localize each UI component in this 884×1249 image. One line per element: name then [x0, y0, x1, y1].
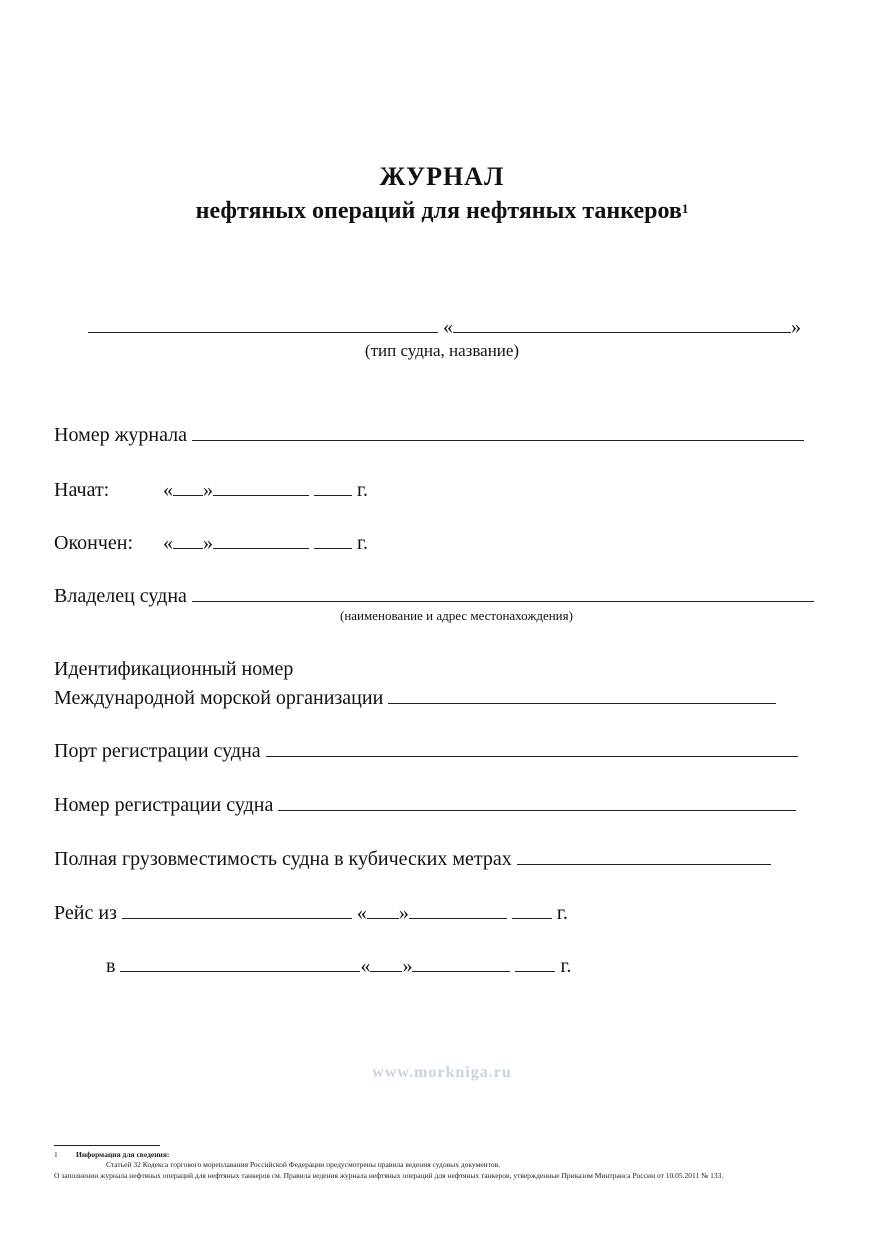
finished-day-blank[interactable]: [173, 528, 203, 549]
voyage-to-blank[interactable]: [120, 951, 360, 972]
voyage-from-month-blank[interactable]: [409, 898, 507, 919]
year-suffix: г.: [357, 532, 368, 554]
footnote-line1: Статьей 32 Кодекса торгового мореплавания Российской Федерации предусмотрены правила ведения судовых документов.: [106, 1160, 501, 1169]
voyage-to-label: в: [106, 955, 116, 977]
reg-number-row: [54, 790, 796, 818]
journal-number-label: Номер журнала: [54, 424, 188, 446]
port-row: [54, 736, 798, 764]
footnote-heading-row: [54, 1150, 834, 1160]
reg-number-blank[interactable]: [278, 790, 796, 811]
imo-label-line1: Идентификационный номер: [54, 658, 294, 680]
voyage-to-day-blank[interactable]: [370, 951, 402, 972]
watermark: www.morkniga.ru: [372, 1064, 512, 1081]
date-open-quote: «: [356, 902, 367, 924]
footnote-divider: [54, 1145, 160, 1146]
voyage-from-row: [54, 898, 568, 926]
ship-caption: (тип судна, название): [364, 341, 520, 360]
date-close-quote: »: [203, 532, 213, 554]
imo-number-blank[interactable]: [388, 683, 776, 704]
port-label: Порт регистрации судна: [54, 740, 261, 762]
close-quote: »: [791, 316, 801, 338]
voyage-from-blank[interactable]: [122, 898, 352, 919]
ship-type-blank[interactable]: [88, 312, 438, 333]
capacity-label: Полная грузовместимость судна в кубических метрах: [54, 848, 512, 870]
date-close-quote: »: [398, 902, 409, 924]
owner-blank[interactable]: [192, 581, 814, 602]
journal-number-row: [54, 420, 804, 448]
date-close-quote: »: [203, 479, 213, 501]
date-open-quote: «: [360, 955, 371, 977]
started-row: [54, 475, 368, 503]
voyage-to-row: [106, 951, 571, 979]
footnote-mark: 1: [681, 201, 689, 216]
ship-type-name-row: [88, 312, 801, 339]
imo-row: [54, 683, 776, 711]
year-suffix: г.: [357, 479, 368, 501]
page-subtitle: [0, 194, 884, 228]
finished-year-blank[interactable]: [314, 528, 352, 549]
started-month-blank[interactable]: [213, 475, 309, 496]
voyage-to-year-blank[interactable]: [515, 951, 555, 972]
finished-row: [54, 528, 368, 556]
finished-label: Окончен:: [54, 532, 134, 554]
year-suffix: г.: [560, 955, 572, 977]
owner-caption: (наименование и адрес местонахождения): [340, 608, 573, 623]
port-blank[interactable]: [266, 736, 798, 757]
imo-label-line2: Международной морской организации: [54, 687, 384, 709]
footnote-number: 1: [54, 1150, 58, 1159]
journal-number-blank[interactable]: [192, 420, 804, 441]
owner-label: Владелец судна: [54, 585, 187, 607]
date-open-quote: «: [163, 532, 173, 554]
voyage-to-month-blank[interactable]: [412, 951, 510, 972]
capacity-blank[interactable]: [517, 844, 771, 865]
title-block: [0, 160, 884, 228]
subtitle-text: нефтяных операций для нефтяных танкеров: [195, 198, 682, 224]
voyage-from-day-blank[interactable]: [367, 898, 399, 919]
ship-name-blank[interactable]: [453, 312, 791, 333]
started-day-blank[interactable]: [173, 475, 203, 496]
date-close-quote: »: [402, 955, 413, 977]
date-open-quote: «: [163, 479, 173, 501]
started-label: Начат:: [54, 479, 110, 501]
year-suffix: г.: [556, 902, 568, 924]
reg-number-label: Номер регистрации судна: [54, 794, 274, 816]
started-year-blank[interactable]: [314, 475, 352, 496]
open-quote: «: [443, 316, 453, 338]
footnote-heading: Информация для сведения:: [76, 1150, 170, 1159]
capacity-row: [54, 844, 771, 872]
voyage-from-label: Рейс из: [54, 902, 117, 924]
finished-month-blank[interactable]: [213, 528, 309, 549]
page-title: ЖУРНАЛ: [379, 162, 505, 191]
owner-row: [54, 581, 814, 609]
footnote-line2: О заполнении журнала нефтяных операций для нефтяных танкеров см. Правила ведения журнала нефтяных операций для нефтяных танкеров, утвержденные Приказом Минтранса России от 10.05.2011 № 133.: [54, 1171, 724, 1180]
voyage-from-year-blank[interactable]: [512, 898, 552, 919]
